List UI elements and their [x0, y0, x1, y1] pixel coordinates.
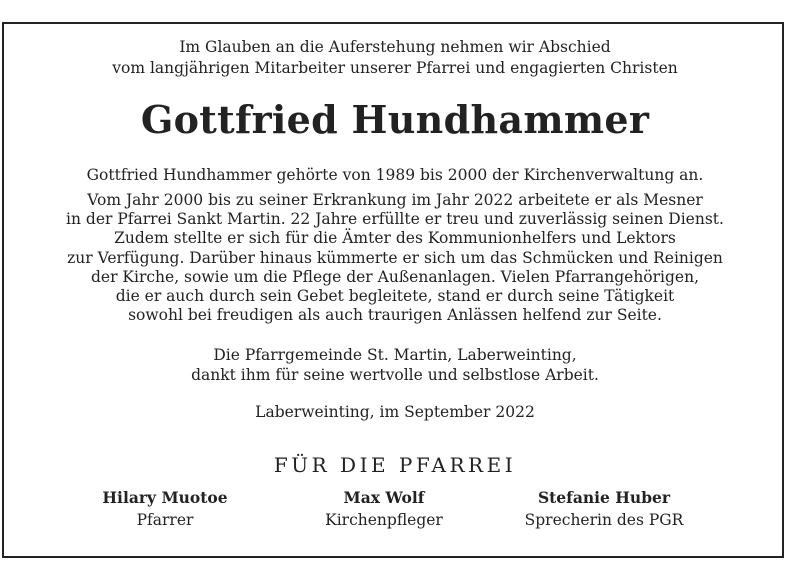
deceased-name: Gottfried Hundhammer	[140, 97, 650, 142]
signatory-name: Stefanie Huber	[537, 488, 671, 507]
intro-text	[0, 37, 790, 79]
biography-line: in der Pfarrei Sankt Martin. 22 Jahre erfüllte er treu und zuverlässig seinen Dienst.	[66, 210, 724, 229]
thanks-text	[0, 345, 790, 385]
signatory-role: Pfarrer	[136, 511, 194, 529]
signatory-3	[484, 487, 724, 531]
thanks-line: Die Pfarrgemeinde St. Martin, Laberweinting,	[213, 346, 577, 364]
lead-sentence: Gottfried Hundhammer gehörte von 1989 bis 2000 der Kirchenverwaltung an.	[86, 166, 704, 184]
intro-line: Im Glauben an die Auferstehung nehmen wir Abschied	[179, 38, 611, 56]
biography-line: Zudem stellte er sich für die Ämter des Kommunionhelfers und Lektors	[114, 229, 676, 248]
signatory-1	[45, 487, 285, 531]
signatory-role: Sprecherin des PGR	[524, 511, 684, 529]
signatory-name: Max Wolf	[343, 488, 425, 507]
biography-text	[0, 191, 790, 325]
place-date: Laberweinting, im September 2022	[255, 403, 535, 421]
intro-line: vom langjährigen Mitarbeiter unserer Pfarrei und engagierten Christen	[112, 59, 678, 77]
biography-line: zur Verfügung. Darüber hinaus kümmerte er sich um das Schmücken und Reinigen	[67, 248, 723, 267]
signatory-name: Hilary Muotoe	[102, 488, 228, 507]
biography-line: Vom Jahr 2000 bis zu seiner Erkrankung im Jahr 2022 arbeitete er als Mesner	[87, 191, 703, 209]
biography-line: sowohl bei freudigen als auch traurigen Anlässen helfend zur Seite.	[128, 306, 662, 325]
signatory-role: Kirchenpfleger	[325, 511, 443, 529]
signoff-heading: FÜR DIE PFARREI	[273, 453, 517, 477]
signatory-2	[264, 487, 504, 531]
biography-line: der Kirche, sowie um die Pflege der Außenanlagen. Vielen Pfarrangehörigen,	[90, 267, 700, 286]
thanks-line: dankt ihm für seine wertvolle und selbstlose Arbeit.	[191, 366, 599, 384]
biography-line: die er auch durch sein Gebet begleitete, stand er durch seine Tätigkeit	[115, 287, 675, 306]
